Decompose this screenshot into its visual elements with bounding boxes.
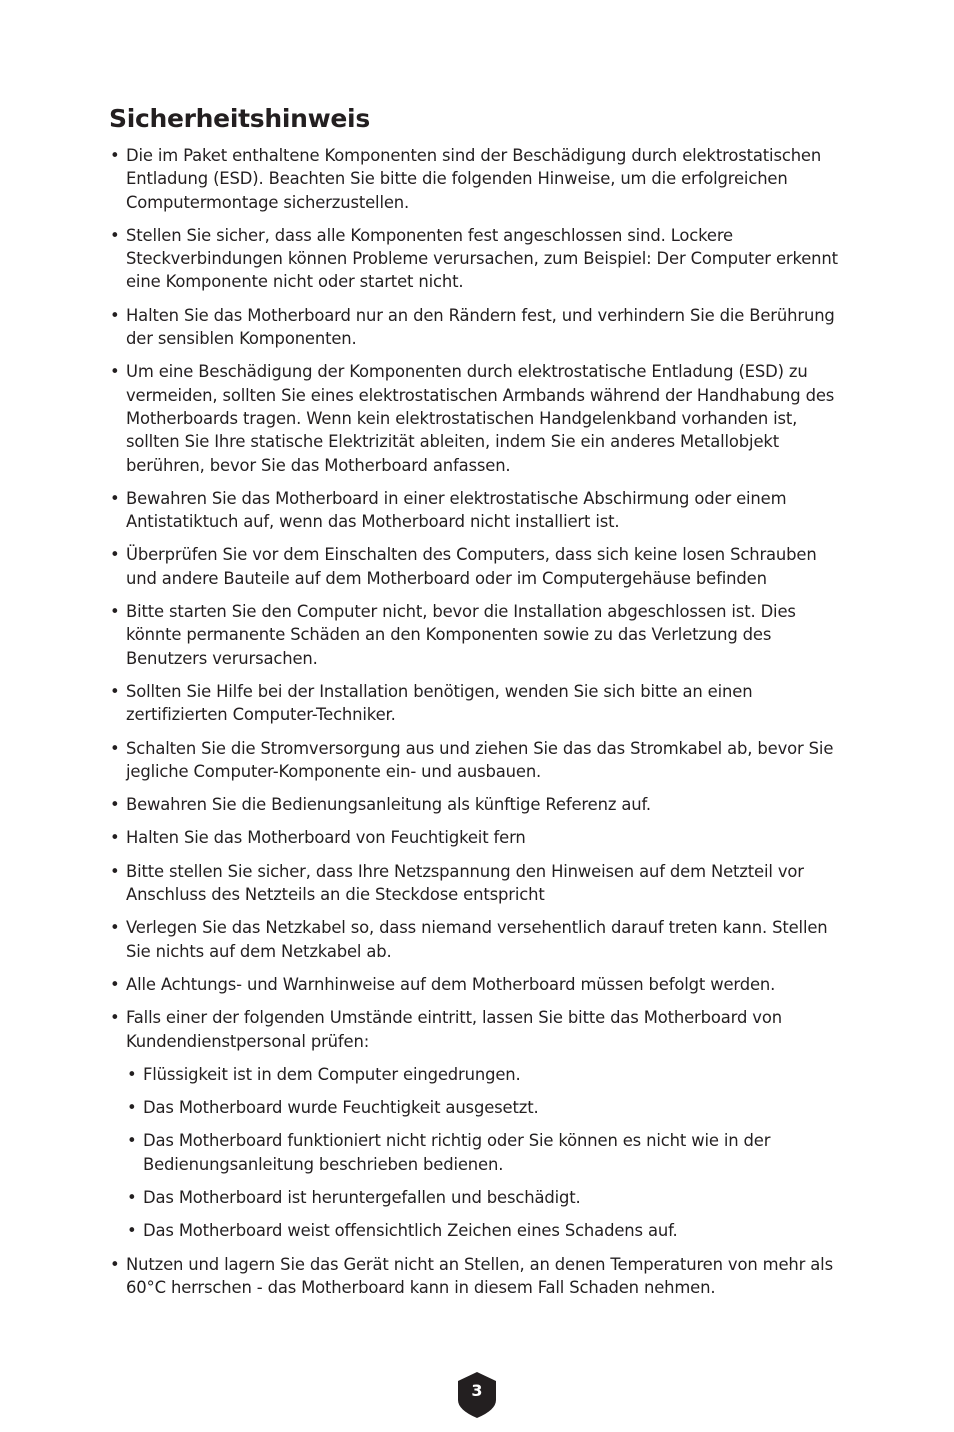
sub-list-item: • Das Motherboard funktioniert nicht richtig oder Sie können es nicht wie in der Bedienungsanleitung beschrieben bedienen.	[126, 1129, 849, 1176]
list-item: • Bewahren Sie die Bedienungsanleitung als künftige Referenz auf.	[109, 793, 849, 816]
list-item-with-subitems	[109, 1006, 849, 1242]
sub-list-item: • Das Motherboard ist heruntergefallen und beschädigt.	[126, 1186, 849, 1209]
list-item: • Halten Sie das Motherboard von Feuchtigkeit fern	[109, 826, 849, 849]
list-item: • Um eine Beschädigung der Komponenten durch elektrostatische Entladung (ESD) zu vermeiden, sollten Sie eines elektrostatischen Armbands während der Handhabung des Motherboards tragen. Wenn kein elektrostatischen Handgelenkband vorhanden ist, sollten Sie Ihre statische Elektrizität ableiten, indem Sie ein anderes Metallobjekt berühren, bevor Sie das Motherboard anfassen.	[109, 360, 849, 476]
list-item: • Schalten Sie die Stromversorgung aus und ziehen Sie das das Stromkabel ab, bevor Sie jegliche Computer-Komponente ein- und ausbauen.	[109, 737, 849, 784]
page-title: Sicherheitshinweis	[109, 104, 370, 133]
sub-list	[126, 1063, 849, 1243]
list-item: • Bitte starten Sie den Computer nicht, bevor die Installation abgeschlossen ist. Dies könnte permanente Schäden an den Komponenten sowie zu das Verletzung des Benutzers verursachen.	[109, 600, 849, 670]
list-item: • Sollten Sie Hilfe bei der Installation benötigen, wenden Sie sich bitte an einen zertifizierten Computer-Techniker.	[109, 680, 849, 727]
list-item-text: Falls einer der folgenden Umstände eintritt, lassen Sie bitte das Motherboard von Kundendienstpersonal prüfen:	[126, 1008, 782, 1051]
list-item: • Bitte stellen Sie sicher, dass Ihre Netzspannung den Hinweisen auf dem Netzteil vor Anschluss des Netzteils an die Steckdose entspricht	[109, 860, 849, 907]
list-item: • Halten Sie das Motherboard nur an den Rändern fest, und verhindern Sie die Berührung der sensiblen Komponenten.	[109, 304, 849, 351]
list-item: • Nutzen und lagern Sie das Gerät nicht an Stellen, an denen Temperaturen von mehr als 60°C herrschen - das Motherboard kann in diesem Fall Schaden nehmen.	[109, 1253, 849, 1300]
list-item: • Überprüfen Sie vor dem Einschalten des Computers, dass sich keine losen Schrauben und andere Bauteile auf dem Motherboard oder im Computergehäuse befinden	[109, 543, 849, 590]
page-number-badge	[458, 1372, 496, 1418]
list-item: • Stellen Sie sicher, dass alle Komponenten fest angeschlossen sind. Lockere Steckverbindungen können Probleme verursachen, zum Beispiel: Der Computer erkennt eine Komponente nicht oder startet nicht.	[109, 224, 849, 294]
sub-list-item: • Flüssigkeit ist in dem Computer eingedrungen.	[126, 1063, 849, 1086]
sub-list-item: • Das Motherboard wurde Feuchtigkeit ausgesetzt.	[126, 1096, 849, 1119]
page-number: 3	[471, 1381, 483, 1400]
list-item: • Verlegen Sie das Netzkabel so, dass niemand versehentlich darauf treten kann. Stellen Sie nichts auf dem Netzkabel ab.	[109, 916, 849, 963]
list-item: • Die im Paket enthaltene Komponenten sind der Beschädigung durch elektrostatischen Entladung (ESD). Beachten Sie bitte die folgenden Hinweise, um die erfolgreichen Computermontage sicherzustellen.	[109, 144, 849, 214]
list-item: • Alle Achtungs- und Warnhinweise auf dem Motherboard müssen befolgt werden.	[109, 973, 849, 996]
safety-list	[109, 144, 849, 1309]
list-item: • Bewahren Sie das Motherboard in einer elektrostatische Abschirmung oder einem Antistatiktuch auf, wenn das Motherboard nicht installiert ist.	[109, 487, 849, 534]
sub-list-item: • Das Motherboard weist offensichtlich Zeichen eines Schadens auf.	[126, 1219, 849, 1242]
